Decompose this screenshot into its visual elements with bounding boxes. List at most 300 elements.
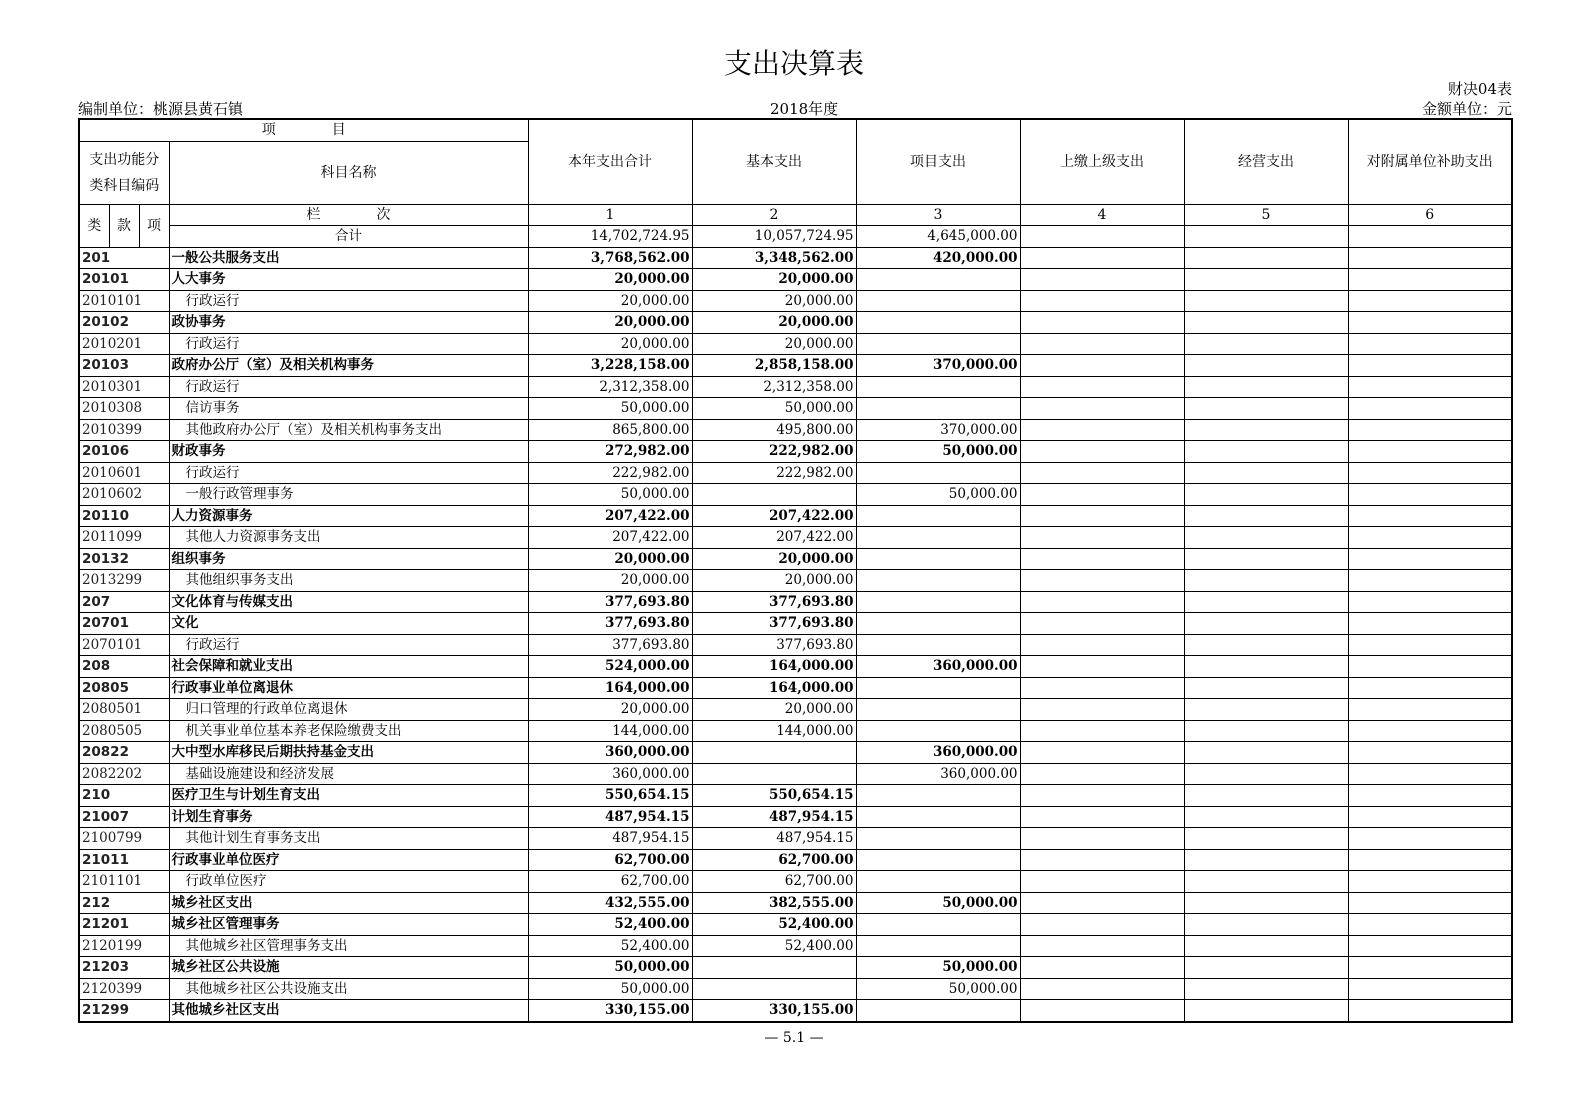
row-name: 政协事务 (169, 312, 528, 334)
sum-business (1184, 226, 1348, 248)
row-name: 医疗卫生与计划生育支出 (169, 785, 528, 807)
row-total: 62,700.00 (528, 849, 692, 871)
row-upper (1020, 699, 1184, 721)
row-name: 计划生育事务 (169, 806, 528, 828)
row-subsidy (1348, 570, 1512, 592)
header-name-label: 科目名称 (169, 141, 528, 204)
row-code: 20132 (79, 548, 169, 570)
row-project (856, 376, 1020, 398)
row-name: 人力资源事务 (169, 505, 528, 527)
row-name: 城乡社区支出 (169, 892, 528, 914)
row-upper (1020, 484, 1184, 506)
row-business (1184, 548, 1348, 570)
row-project (856, 462, 1020, 484)
row-total: 62,700.00 (528, 871, 692, 893)
row-upper (1020, 720, 1184, 742)
row-business (1184, 290, 1348, 312)
row-total: 20,000.00 (528, 333, 692, 355)
row-business (1184, 505, 1348, 527)
row-upper (1020, 785, 1184, 807)
page-number: — 5.1 — (764, 1030, 824, 1046)
col-num-3: 3 (856, 204, 1020, 226)
row-project: 50,000.00 (856, 978, 1020, 1000)
row-project (856, 527, 1020, 549)
row-total: 50,000.00 (528, 484, 692, 506)
table-row (79, 570, 1512, 592)
row-project (856, 591, 1020, 613)
table-row (79, 355, 1512, 377)
col-num-1: 1 (528, 204, 692, 226)
row-name: 行政运行 (169, 462, 528, 484)
row-total: 222,982.00 (528, 462, 692, 484)
row-code: 21007 (79, 806, 169, 828)
row-business (1184, 462, 1348, 484)
row-basic: 164,000.00 (692, 677, 856, 699)
row-business (1184, 849, 1348, 871)
table-row (79, 914, 1512, 936)
row-basic: 20,000.00 (692, 548, 856, 570)
row-subsidy (1348, 806, 1512, 828)
sum-total: 14,702,724.95 (528, 226, 692, 248)
row-upper (1020, 548, 1184, 570)
row-basic: 487,954.15 (692, 828, 856, 850)
table-row (79, 978, 1512, 1000)
row-code: 208 (79, 656, 169, 678)
row-name: 其他城乡社区公共设施支出 (169, 978, 528, 1000)
row-name: 政府办公厅（室）及相关机构事务 (169, 355, 528, 377)
row-code: 20110 (79, 505, 169, 527)
row-code: 21201 (79, 914, 169, 936)
row-name: 其他城乡社区管理事务支出 (169, 935, 528, 957)
row-basic: 20,000.00 (692, 290, 856, 312)
row-business (1184, 828, 1348, 850)
row-basic: 52,400.00 (692, 935, 856, 957)
row-upper (1020, 333, 1184, 355)
row-total: 272,982.00 (528, 441, 692, 463)
row-total: 360,000.00 (528, 742, 692, 764)
row-project (856, 505, 1020, 527)
row-project (856, 785, 1020, 807)
row-total: 3,768,562.00 (528, 247, 692, 269)
row-code: 20822 (79, 742, 169, 764)
row-project (856, 269, 1020, 291)
table-row (79, 290, 1512, 312)
reporting-unit: 编制单位：桃源县黄石镇 (78, 100, 244, 118)
row-name: 一般公共服务支出 (169, 247, 528, 269)
row-basic: 330,155.00 (692, 1000, 856, 1022)
row-code: 2013299 (79, 570, 169, 592)
row-code: 20106 (79, 441, 169, 463)
row-name: 一般行政管理事务 (169, 484, 528, 506)
row-business (1184, 677, 1348, 699)
row-upper (1020, 763, 1184, 785)
row-total: 50,000.00 (528, 957, 692, 979)
row-basic: 550,654.15 (692, 785, 856, 807)
row-project (856, 312, 1020, 334)
row-basic: 487,954.15 (692, 806, 856, 828)
row-basic: 20,000.00 (692, 312, 856, 334)
row-upper (1020, 613, 1184, 635)
row-business (1184, 269, 1348, 291)
header-row-lanci (79, 204, 1512, 226)
table-row (79, 656, 1512, 678)
row-project (856, 634, 1020, 656)
header-item: 项 目 (79, 119, 528, 141)
row-upper (1020, 247, 1184, 269)
row-total: 207,422.00 (528, 527, 692, 549)
row-subsidy (1348, 656, 1512, 678)
row-code: 210 (79, 785, 169, 807)
row-name: 行政运行 (169, 333, 528, 355)
row-project: 360,000.00 (856, 656, 1020, 678)
row-upper (1020, 269, 1184, 291)
row-basic: 62,700.00 (692, 849, 856, 871)
row-basic: 207,422.00 (692, 505, 856, 527)
row-upper (1020, 828, 1184, 850)
row-subsidy (1348, 935, 1512, 957)
row-business (1184, 806, 1348, 828)
row-basic: 495,800.00 (692, 419, 856, 441)
table-code: 财决04表 (1447, 80, 1512, 98)
table-row (79, 505, 1512, 527)
row-code: 21299 (79, 1000, 169, 1022)
row-upper (1020, 634, 1184, 656)
row-total: 550,654.15 (528, 785, 692, 807)
row-basic: 377,693.80 (692, 634, 856, 656)
row-upper (1020, 290, 1184, 312)
table-row (79, 763, 1512, 785)
row-total: 50,000.00 (528, 398, 692, 420)
row-code: 207 (79, 591, 169, 613)
row-basic: 377,693.80 (692, 613, 856, 635)
col-num-6: 6 (1348, 204, 1512, 226)
row-subsidy (1348, 957, 1512, 979)
table-row (79, 269, 1512, 291)
row-project (856, 570, 1020, 592)
row-subsidy (1348, 1000, 1512, 1022)
row-project (856, 548, 1020, 570)
row-total: 207,422.00 (528, 505, 692, 527)
row-business (1184, 312, 1348, 334)
table-row (79, 548, 1512, 570)
sum-subsidy (1348, 226, 1512, 248)
row-business (1184, 247, 1348, 269)
row-upper (1020, 978, 1184, 1000)
row-subsidy (1348, 441, 1512, 463)
row-basic: 20,000.00 (692, 570, 856, 592)
row-business (1184, 591, 1348, 613)
row-total: 360,000.00 (528, 763, 692, 785)
row-code: 212 (79, 892, 169, 914)
table-row (79, 247, 1512, 269)
row-name: 行政运行 (169, 290, 528, 312)
table-row (79, 871, 1512, 893)
row-subsidy (1348, 505, 1512, 527)
row-code: 2101101 (79, 871, 169, 893)
table-row (79, 398, 1512, 420)
row-subsidy (1348, 763, 1512, 785)
row-subsidy (1348, 591, 1512, 613)
row-subsidy (1348, 785, 1512, 807)
row-total: 20,000.00 (528, 269, 692, 291)
table-row (79, 419, 1512, 441)
row-business (1184, 355, 1348, 377)
row-subsidy (1348, 828, 1512, 850)
table-row (79, 677, 1512, 699)
row-subsidy (1348, 849, 1512, 871)
row-business (1184, 613, 1348, 635)
row-upper (1020, 677, 1184, 699)
row-total: 50,000.00 (528, 978, 692, 1000)
row-project (856, 935, 1020, 957)
row-code: 2080501 (79, 699, 169, 721)
table-row (79, 806, 1512, 828)
row-upper (1020, 1000, 1184, 1022)
row-business (1184, 419, 1348, 441)
row-upper (1020, 462, 1184, 484)
row-project (856, 398, 1020, 420)
row-code: 2010601 (79, 462, 169, 484)
table-row (79, 462, 1512, 484)
row-name: 文化体育与传媒支出 (169, 591, 528, 613)
row-business (1184, 441, 1348, 463)
row-project: 370,000.00 (856, 419, 1020, 441)
table-row (79, 828, 1512, 850)
row-code: 20103 (79, 355, 169, 377)
row-code: 20101 (79, 269, 169, 291)
row-basic: 2,312,358.00 (692, 376, 856, 398)
row-code: 2082202 (79, 763, 169, 785)
row-code: 201 (79, 247, 169, 269)
row-total: 20,000.00 (528, 312, 692, 334)
row-basic: 222,982.00 (692, 441, 856, 463)
table-row (79, 527, 1512, 549)
row-upper (1020, 527, 1184, 549)
header-upper: 上缴上级支出 (1020, 119, 1184, 204)
header-code-label-2: 类科目编码 (89, 177, 160, 194)
row-total: 52,400.00 (528, 935, 692, 957)
row-total: 377,693.80 (528, 591, 692, 613)
table-row (79, 1000, 1512, 1022)
row-name: 其他城乡社区支出 (169, 1000, 528, 1022)
col-num-5: 5 (1184, 204, 1348, 226)
row-basic (692, 957, 856, 979)
row-code: 2010602 (79, 484, 169, 506)
row-basic (692, 978, 856, 1000)
header-basic: 基本支出 (692, 119, 856, 204)
row-name: 文化 (169, 613, 528, 635)
row-subsidy (1348, 634, 1512, 656)
row-business (1184, 742, 1348, 764)
row-upper (1020, 935, 1184, 957)
row-project (856, 849, 1020, 871)
row-project (856, 613, 1020, 635)
row-project (856, 699, 1020, 721)
row-subsidy (1348, 312, 1512, 334)
row-business (1184, 333, 1348, 355)
row-name: 行政运行 (169, 634, 528, 656)
row-upper (1020, 570, 1184, 592)
row-subsidy (1348, 548, 1512, 570)
row-upper (1020, 742, 1184, 764)
row-name: 其他组织事务支出 (169, 570, 528, 592)
row-subsidy (1348, 699, 1512, 721)
table-row (79, 720, 1512, 742)
row-total: 144,000.00 (528, 720, 692, 742)
row-business (1184, 892, 1348, 914)
row-code: 2011099 (79, 527, 169, 549)
table-row (79, 742, 1512, 764)
row-business (1184, 914, 1348, 936)
table-row (79, 785, 1512, 807)
row-project (856, 914, 1020, 936)
row-subsidy (1348, 871, 1512, 893)
row-project (856, 828, 1020, 850)
row-total: 3,228,158.00 (528, 355, 692, 377)
row-subsidy (1348, 720, 1512, 742)
table-row (79, 849, 1512, 871)
row-project (856, 871, 1020, 893)
row-basic: 2,858,158.00 (692, 355, 856, 377)
row-business (1184, 699, 1348, 721)
table-row (79, 892, 1512, 914)
row-subsidy (1348, 484, 1512, 506)
row-basic: 20,000.00 (692, 699, 856, 721)
row-subsidy (1348, 398, 1512, 420)
row-basic (692, 484, 856, 506)
sum-label: 合计 (169, 226, 528, 248)
row-name: 行政事业单位离退休 (169, 677, 528, 699)
row-total: 487,954.15 (528, 806, 692, 828)
row-name: 城乡社区管理事务 (169, 914, 528, 936)
table-row (79, 935, 1512, 957)
sum-row (79, 226, 1512, 248)
row-subsidy (1348, 269, 1512, 291)
row-upper (1020, 892, 1184, 914)
row-project (856, 806, 1020, 828)
row-code: 2120199 (79, 935, 169, 957)
row-total: 524,000.00 (528, 656, 692, 678)
table-row (79, 376, 1512, 398)
row-business (1184, 1000, 1348, 1022)
row-upper (1020, 806, 1184, 828)
row-subsidy (1348, 677, 1512, 699)
row-subsidy (1348, 376, 1512, 398)
row-code: 2010399 (79, 419, 169, 441)
row-project: 360,000.00 (856, 742, 1020, 764)
row-upper (1020, 505, 1184, 527)
row-upper (1020, 591, 1184, 613)
row-business (1184, 570, 1348, 592)
row-project: 50,000.00 (856, 441, 1020, 463)
row-code: 2010308 (79, 398, 169, 420)
row-basic (692, 742, 856, 764)
row-business (1184, 763, 1348, 785)
row-name: 其他计划生育事务支出 (169, 828, 528, 850)
row-project: 420,000.00 (856, 247, 1020, 269)
col-num-2: 2 (692, 204, 856, 226)
row-name: 城乡社区公共设施 (169, 957, 528, 979)
row-name: 其他政府办公厅（室）及相关机构事务支出 (169, 419, 528, 441)
row-basic: 20,000.00 (692, 333, 856, 355)
row-subsidy (1348, 527, 1512, 549)
row-upper (1020, 914, 1184, 936)
row-upper (1020, 849, 1184, 871)
row-subsidy (1348, 462, 1512, 484)
row-code: 21203 (79, 957, 169, 979)
row-subsidy (1348, 247, 1512, 269)
table-row (79, 613, 1512, 635)
row-code: 2070101 (79, 634, 169, 656)
fiscal-year: 2018年度 (770, 100, 839, 118)
row-code: 21011 (79, 849, 169, 871)
row-upper (1020, 355, 1184, 377)
sum-project: 4,645,000.00 (856, 226, 1020, 248)
row-name: 社会保障和就业支出 (169, 656, 528, 678)
header-subsidy: 对附属单位补助支出 (1348, 119, 1512, 204)
row-code: 2080505 (79, 720, 169, 742)
row-total: 20,000.00 (528, 699, 692, 721)
header-business: 经营支出 (1184, 119, 1348, 204)
row-subsidy (1348, 290, 1512, 312)
row-basic: 20,000.00 (692, 269, 856, 291)
row-upper (1020, 312, 1184, 334)
header-project: 项目支出 (856, 119, 1020, 204)
row-total: 20,000.00 (528, 290, 692, 312)
row-name: 其他人力资源事务支出 (169, 527, 528, 549)
row-business (1184, 634, 1348, 656)
row-upper (1020, 398, 1184, 420)
row-business (1184, 785, 1348, 807)
row-code: 2010101 (79, 290, 169, 312)
row-upper (1020, 441, 1184, 463)
row-subsidy (1348, 419, 1512, 441)
row-upper (1020, 376, 1184, 398)
row-total: 865,800.00 (528, 419, 692, 441)
row-code: 20102 (79, 312, 169, 334)
row-code: 20805 (79, 677, 169, 699)
header-code-label (79, 141, 169, 204)
row-business (1184, 978, 1348, 1000)
row-total: 20,000.00 (528, 570, 692, 592)
row-code: 2010301 (79, 376, 169, 398)
row-subsidy (1348, 978, 1512, 1000)
table-row (79, 591, 1512, 613)
row-basic: 52,400.00 (692, 914, 856, 936)
row-project: 370,000.00 (856, 355, 1020, 377)
row-name: 行政运行 (169, 376, 528, 398)
row-name: 基础设施建设和经济发展 (169, 763, 528, 785)
table-row (79, 312, 1512, 334)
row-basic: 222,982.00 (692, 462, 856, 484)
row-basic (692, 763, 856, 785)
row-total: 52,400.00 (528, 914, 692, 936)
row-project: 50,000.00 (856, 957, 1020, 979)
row-name: 财政事务 (169, 441, 528, 463)
row-total: 164,000.00 (528, 677, 692, 699)
row-business (1184, 527, 1348, 549)
row-subsidy (1348, 914, 1512, 936)
row-business (1184, 720, 1348, 742)
currency-unit: 金额单位：元 (1421, 100, 1512, 118)
row-code: 2100799 (79, 828, 169, 850)
row-upper (1020, 871, 1184, 893)
row-basic: 62,700.00 (692, 871, 856, 893)
table-row (79, 441, 1512, 463)
header-kuan: 款 (109, 204, 139, 247)
row-subsidy (1348, 355, 1512, 377)
col-num-4: 4 (1020, 204, 1184, 226)
